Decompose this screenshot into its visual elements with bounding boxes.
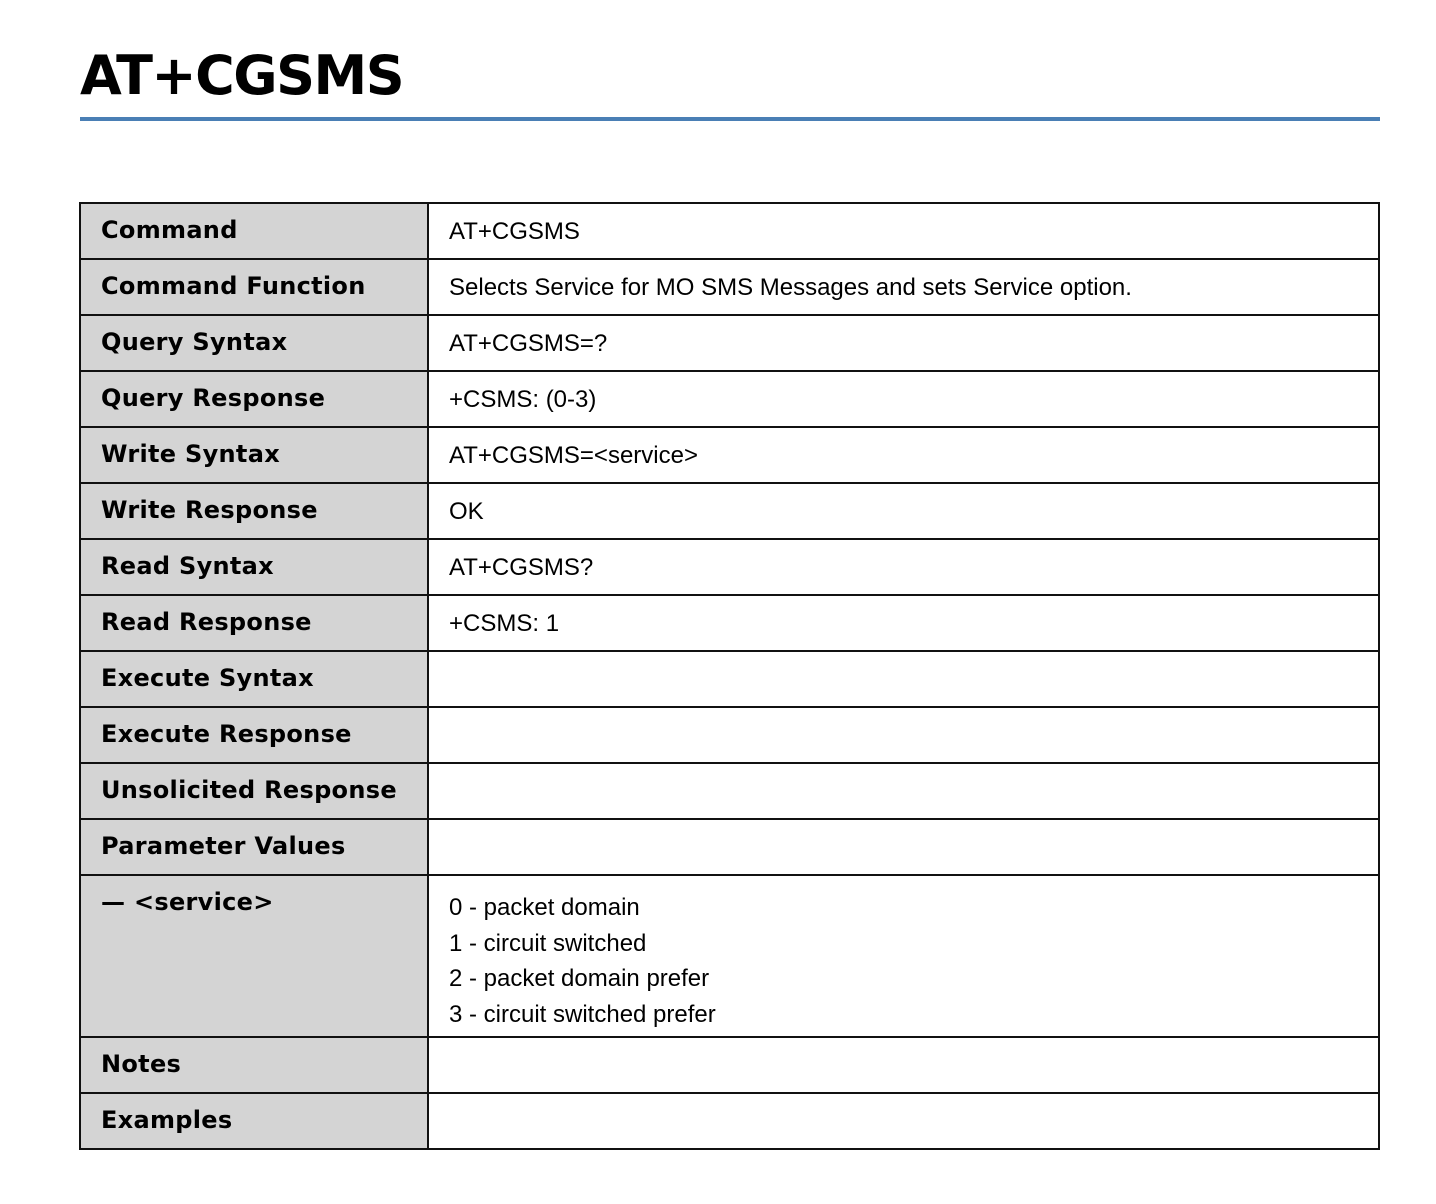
row-value: AT+CGSMS <box>428 203 1379 259</box>
row-label: — <service> <box>80 875 428 1037</box>
service-option: 0 - packet domain <box>449 894 640 921</box>
table-row <box>80 539 1379 595</box>
table-row <box>80 875 1379 1037</box>
page-title: AT+CGSMS <box>80 44 404 107</box>
row-label: Execute Response <box>80 707 428 763</box>
row-label: Unsolicited Response <box>80 763 428 819</box>
row-value: AT+CGSMS=<service> <box>428 427 1379 483</box>
table-row <box>80 819 1379 875</box>
row-label: Execute Syntax <box>80 651 428 707</box>
row-label: Notes <box>80 1037 428 1093</box>
row-label: Parameter Values <box>80 819 428 875</box>
row-value: Selects Service for MO SMS Messages and sets Service option. <box>428 259 1379 315</box>
table-row <box>80 203 1379 259</box>
row-label: Query Syntax <box>80 315 428 371</box>
row-value <box>428 819 1379 875</box>
row-label: Read Syntax <box>80 539 428 595</box>
row-value <box>428 707 1379 763</box>
row-value <box>428 1037 1379 1093</box>
row-label: Write Response <box>80 483 428 539</box>
row-value: AT+CGSMS? <box>428 539 1379 595</box>
table-row <box>80 483 1379 539</box>
row-label: Query Response <box>80 371 428 427</box>
table-row <box>80 427 1379 483</box>
title-divider <box>80 117 1380 121</box>
row-value <box>428 1093 1379 1149</box>
service-option: 1 - circuit switched <box>449 929 647 957</box>
row-value: +CSMS: 1 <box>428 595 1379 651</box>
row-value <box>428 651 1379 707</box>
row-value: AT+CGSMS=? <box>428 315 1379 371</box>
row-value: +CSMS: (0-3) <box>428 371 1379 427</box>
row-label: Read Response <box>80 595 428 651</box>
table-row <box>80 651 1379 707</box>
row-value: OK <box>428 483 1379 539</box>
table-row <box>80 595 1379 651</box>
row-value <box>428 763 1379 819</box>
row-label: Command <box>80 203 428 259</box>
row-label: Command Function <box>80 259 428 315</box>
table-row <box>80 1037 1379 1093</box>
row-value <box>428 875 1379 1037</box>
row-label: Write Syntax <box>80 427 428 483</box>
service-option: 3 - circuit switched prefer <box>449 1000 716 1028</box>
command-table <box>79 202 1380 1150</box>
service-option: 2 - packet domain prefer <box>449 965 710 992</box>
table-row <box>80 315 1379 371</box>
table-row <box>80 371 1379 427</box>
row-label: Examples <box>80 1093 428 1149</box>
table-row <box>80 707 1379 763</box>
table-row <box>80 1093 1379 1149</box>
table-row <box>80 763 1379 819</box>
table-row <box>80 259 1379 315</box>
